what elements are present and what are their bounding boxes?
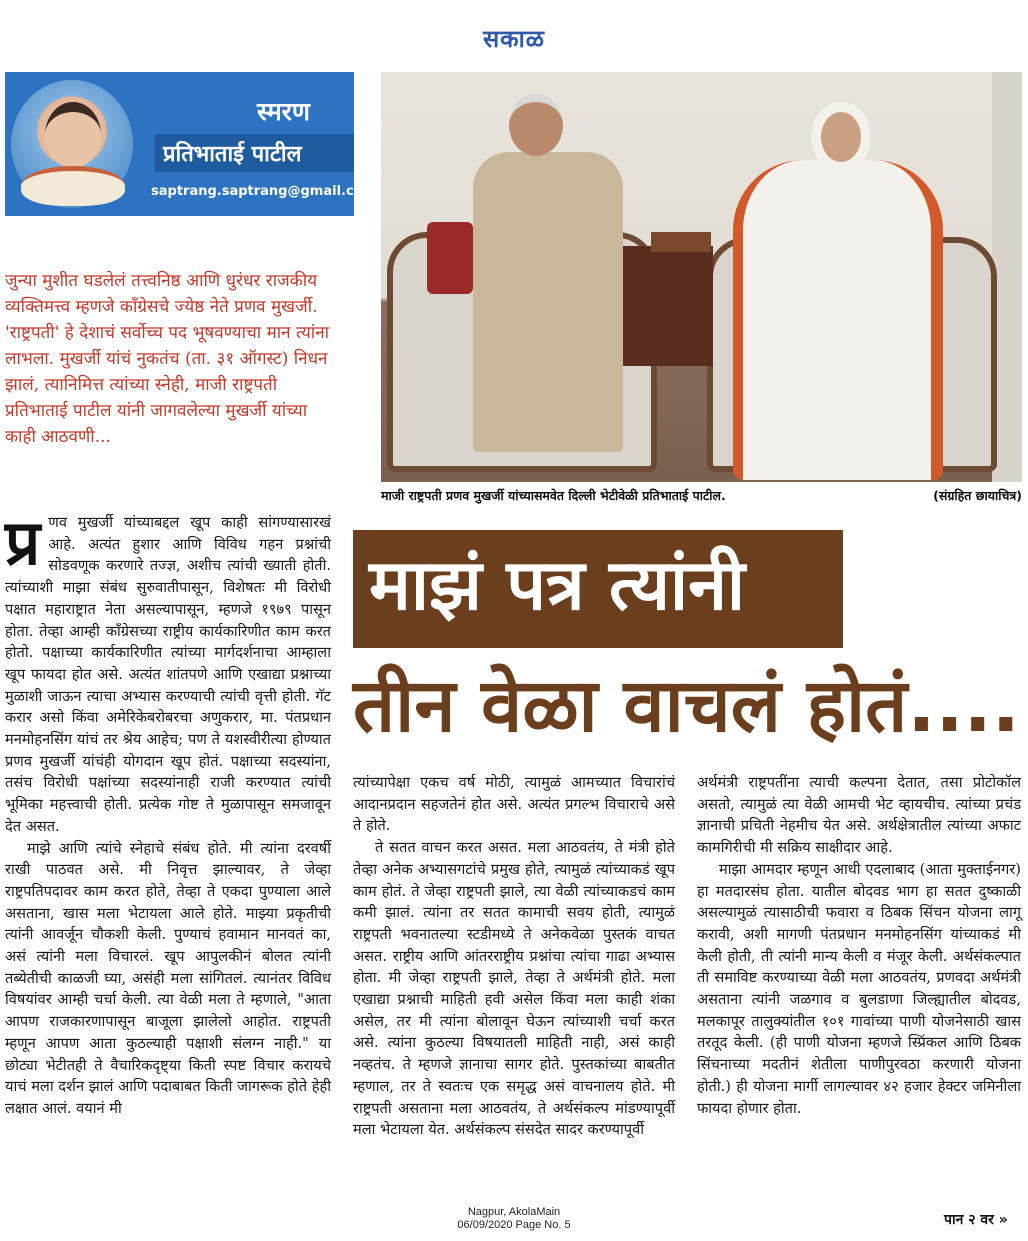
author-portrait bbox=[11, 80, 133, 208]
byline-box bbox=[5, 72, 377, 216]
article-photo bbox=[381, 72, 1022, 482]
article-paragraph: त्यांच्यापेक्षा एकच वर्ष मोठी, त्यामुळं आमच्यात विचारांचं आदानप्रदान सहजतेनं होत असे. अत्यंत प्रगल्भ विचाराचे असे ते होते. bbox=[353, 774, 675, 835]
article-paragraph: माझा आमदार म्हणून आधी एदलाबाद (आता मुक्ताईनगर) हा मतदारसंघ होता. यातील बोदवड भाग हा सतत दुष्काळी असल्यामुळं त्यासाठीची फवारा व ठिबक सिंचन योजना लागू करावी, अशी मागणी पंतप्रधान मनमोहनसिंग यांच्याकडं मी केली होती, ती त्यांनी मान्य केली व मंजूर केली. अर्थसंकल्पात ती समाविष्ट करण्याच्या वेळी मला आठवतंय, प्रणवदा अर्थमंत्री असताना त्यांनी जळगाव व बुलडाणा जिल्ह्यातील बोदवड, मलकापूर तालुक्यांतील १०१ गावांच्या पाणी योजनेसाठी खास तरतूद केली. (ही पाणी योजना म्हणजे स्प्रिंकल आणि ठिबक सिंचनाच्या मदतीनं शेतीला पाणीपुरवठा करणारी योजना होती.) ही योजना मार्गी लागल्यावर ४२ हजार हेक्टर जमिनीला फायदा होणार होता. bbox=[697, 860, 1021, 1117]
photo-woman-head bbox=[811, 102, 871, 172]
column-tag: स्मरण bbox=[257, 97, 310, 126]
footer-date-page: 06/09/2020 Page No. 5 bbox=[457, 1219, 571, 1231]
dropcap: प्र bbox=[5, 506, 41, 579]
photo-credit: (संग्रहित छायाचित्र) bbox=[933, 488, 1022, 503]
article-column-1 bbox=[5, 506, 331, 1120]
photo-caption-text: माजी राष्ट्रपती प्रणव मुखर्जी यांच्यासमवेत दिल्ली भेटीवेळी प्रतिभाताई पाटील. bbox=[381, 488, 726, 503]
article-column-3 bbox=[697, 772, 1021, 1119]
photo-man bbox=[473, 152, 623, 452]
photo-cushion bbox=[427, 222, 473, 294]
portrait-saree bbox=[21, 166, 125, 206]
headline-line1-box bbox=[353, 530, 843, 648]
article-paragraph: णव मुखर्जी यांच्याबद्दल खूप काही सांगण्यासारखं आहे. अत्यंत हुशार आणि विविध गहन प्रश्नांची सोडवणूक करणारे तज्ज्ञ, अशीच त्यांची ख्याती होती. त्यांच्याशी माझा संबंध सुरुवातीपासून, विशेषतः मी विरोधी पक्षात महाराष्ट्रात नेता असल्यापासून, म्हणजे १९७९ पासून होता. तेव्हा आम्ही काँग्रेसच्या राष्ट्रीय कार्यकारिणीत काम करत होतो. पक्षाच्या कार्यकारिणीत त्यांच्या मार्गदर्शनाचा आम्हाला खूप फायदा होत असे. अत्यंत शांतपणे आणि एखाद्या प्रश्नाच्या मुळाशी जाऊन त्याचा अभ्यास करण्याची त्यांची वृत्ती होती. गॅट करार असो किंवा अमेरिकेबरोबरचा अणुकरार, मा. पंतप्रधान मनमोहनसिंग यांचं तर श्रेय आहेच; पण ते यशस्वीरीत्या होण्यात प्रणव मुखर्जी यांचंही योगदान खूप होतं. पक्षाच्या सदस्यांना, तसंच विरोधी पक्षांच्या सदस्यांनाही राजी करण्यात त्यांची भूमिका महत्त्वाची होती. प्रत्येक गोष्ट ते मुळापासून समजावून देत असत. bbox=[5, 514, 331, 835]
article-paragraph: माझे आणि त्यांचे स्नेहाचे संबंध होते. मी त्यांना दरवर्षी राखी पाठवत असे. मी निवृत्त झाल्यावर, ते जेव्हा राष्ट्रपतिपदावर काम करत होते, तेव्हा ते एकदा पुण्याला आले असताना, खास मला भेटायला आले होते. माझ्या प्रकृतीची त्यांनी आवर्जून चौकशी केली. पुण्याचं हवामान मानवतं का, असं त्यांनी मला विचारलं. खूप आपुलकीनं बोलत त्यांनी तब्येतीची काळजी घ्या, असंही मला सांगितलं. त्यानंतर विविध विषयांवर आम्ही चर्चा केली. त्या वेळी मला ते म्हणाले, "आता आपण राजकारणापासून बाजूला झालेलो आहोत. राष्ट्रपती म्हणून आपण आता कुठल्याही पक्षाशी संलग्न नाही." या छोट्या भेटीतही ते वैचारिकदृष्ट्या किती स्पष्ट विचार करायचे याचं मला दर्शन झालं आणि पदाबाबत किती जागरूक होते हेही लक्षात आलं. वयानं मी bbox=[5, 839, 331, 1117]
photo-man-head bbox=[509, 94, 563, 156]
article-column-2 bbox=[353, 772, 675, 1141]
portrait-face bbox=[45, 102, 101, 168]
headline-line2: तीन वेळा वाचलं होतं.... bbox=[353, 663, 1020, 749]
intro-text: जुन्या मुशीत घडलेलं तत्त्वनिष्ठ आणि धुरंधर राजकीय व्यक्तिमत्त्व म्हणजे काँग्रेसचे ज्येष्ठ नेते प्रणव मुखर्जी. 'राष्ट्रपती' हे देशाचं सर्वोच्च पद भूषवण्याचा मान त्यांना लाभला. मुखर्जी यांचं नुकतंच (ता. ३१ ऑगस्ट) निधन झालं, त्यानिमित्त त्यांच्या स्नेही, माजी राष्ट्रपती प्रतिभाताई पाटील यांनी जागवलेल्या मुखर्जी यांच्या काही आठवणी... bbox=[5, 271, 330, 447]
photo-side-table bbox=[613, 246, 713, 366]
headline-line1: माझं पत्र त्यांनी bbox=[369, 544, 746, 626]
continued-on-link[interactable]: पान २ वर » bbox=[944, 1212, 1008, 1228]
photo-tissue-box bbox=[651, 232, 711, 252]
footer-edition: Nagpur, AkolaMain bbox=[467, 1206, 561, 1218]
author-name: प्रतिभाताई पाटील bbox=[163, 142, 302, 167]
photo-woman bbox=[733, 160, 943, 480]
article-paragraph: ते सतत वाचन करत असत. मला आठवतंय, ते मंत्री होते तेव्हा अनेक अभ्यासगटांचे प्रमुख होते, त्यामुळं त्यांच्याकडं खूप काम होतं. ते जेव्हा राष्ट्रपती झाले, त्या वेळी त्यांच्याकडचं काम कमी झालं. त्यांना तर सतत कामाची सवय होती, त्यामुळं राष्ट्रपती भवनातल्या स्टडीमध्ये ते अनेकवेळा पुस्तकं वाचत असत. राष्ट्रीय आणि आंतरराष्ट्रीय प्रश्नांचा त्यांचा गाढा अभ्यास होता. मी जेव्हा राष्ट्रपती झाले, तेव्हा ते अर्थमंत्री होते. मला एखाद्या प्रश्नाची माहिती हवी असेल किंवा मला काही शंका असेल, तर मी त्यांना बोलावून घेऊन त्यांच्याशी चर्चा करत असे. त्यांना कुठल्या विषयातली माहिती नाही, असं काही नव्हतंच. ते म्हणजे ज्ञानाचा सागर होते. पुस्तकांच्या बाबतीत म्हणाल, तर ते स्वतःच एक समृद्ध असं वाचनालय होते. मी राष्ट्रपती असताना मला आठवतंय, ते अर्थसंकल्प मांडण्यापूर्वी मला भेटायला येत. अर्थसंकल्प संसदेत सादर करण्यापूर्वी bbox=[353, 839, 675, 1139]
page-footer bbox=[0, 1206, 1028, 1232]
masthead: सकाळ bbox=[482, 25, 546, 53]
article-paragraph: अर्थमंत्री राष्ट्रपतींना त्याची कल्पना देतात, तसा प्रोटोकॉल असतो, त्यामुळं त्या वेळी आमची भेट व्हायचीच. त्यांच्या प्रचंड ज्ञानाची प्रचिती नेहमीच येत असे. अर्थक्षेत्रातील त्यांच्या अफाट कामगिरीची मी सक्रिय साक्षीदार आहे. bbox=[697, 774, 1021, 857]
photo-caption bbox=[381, 487, 1022, 504]
author-email: saptrang.saptrang@gmail.com bbox=[151, 184, 377, 199]
